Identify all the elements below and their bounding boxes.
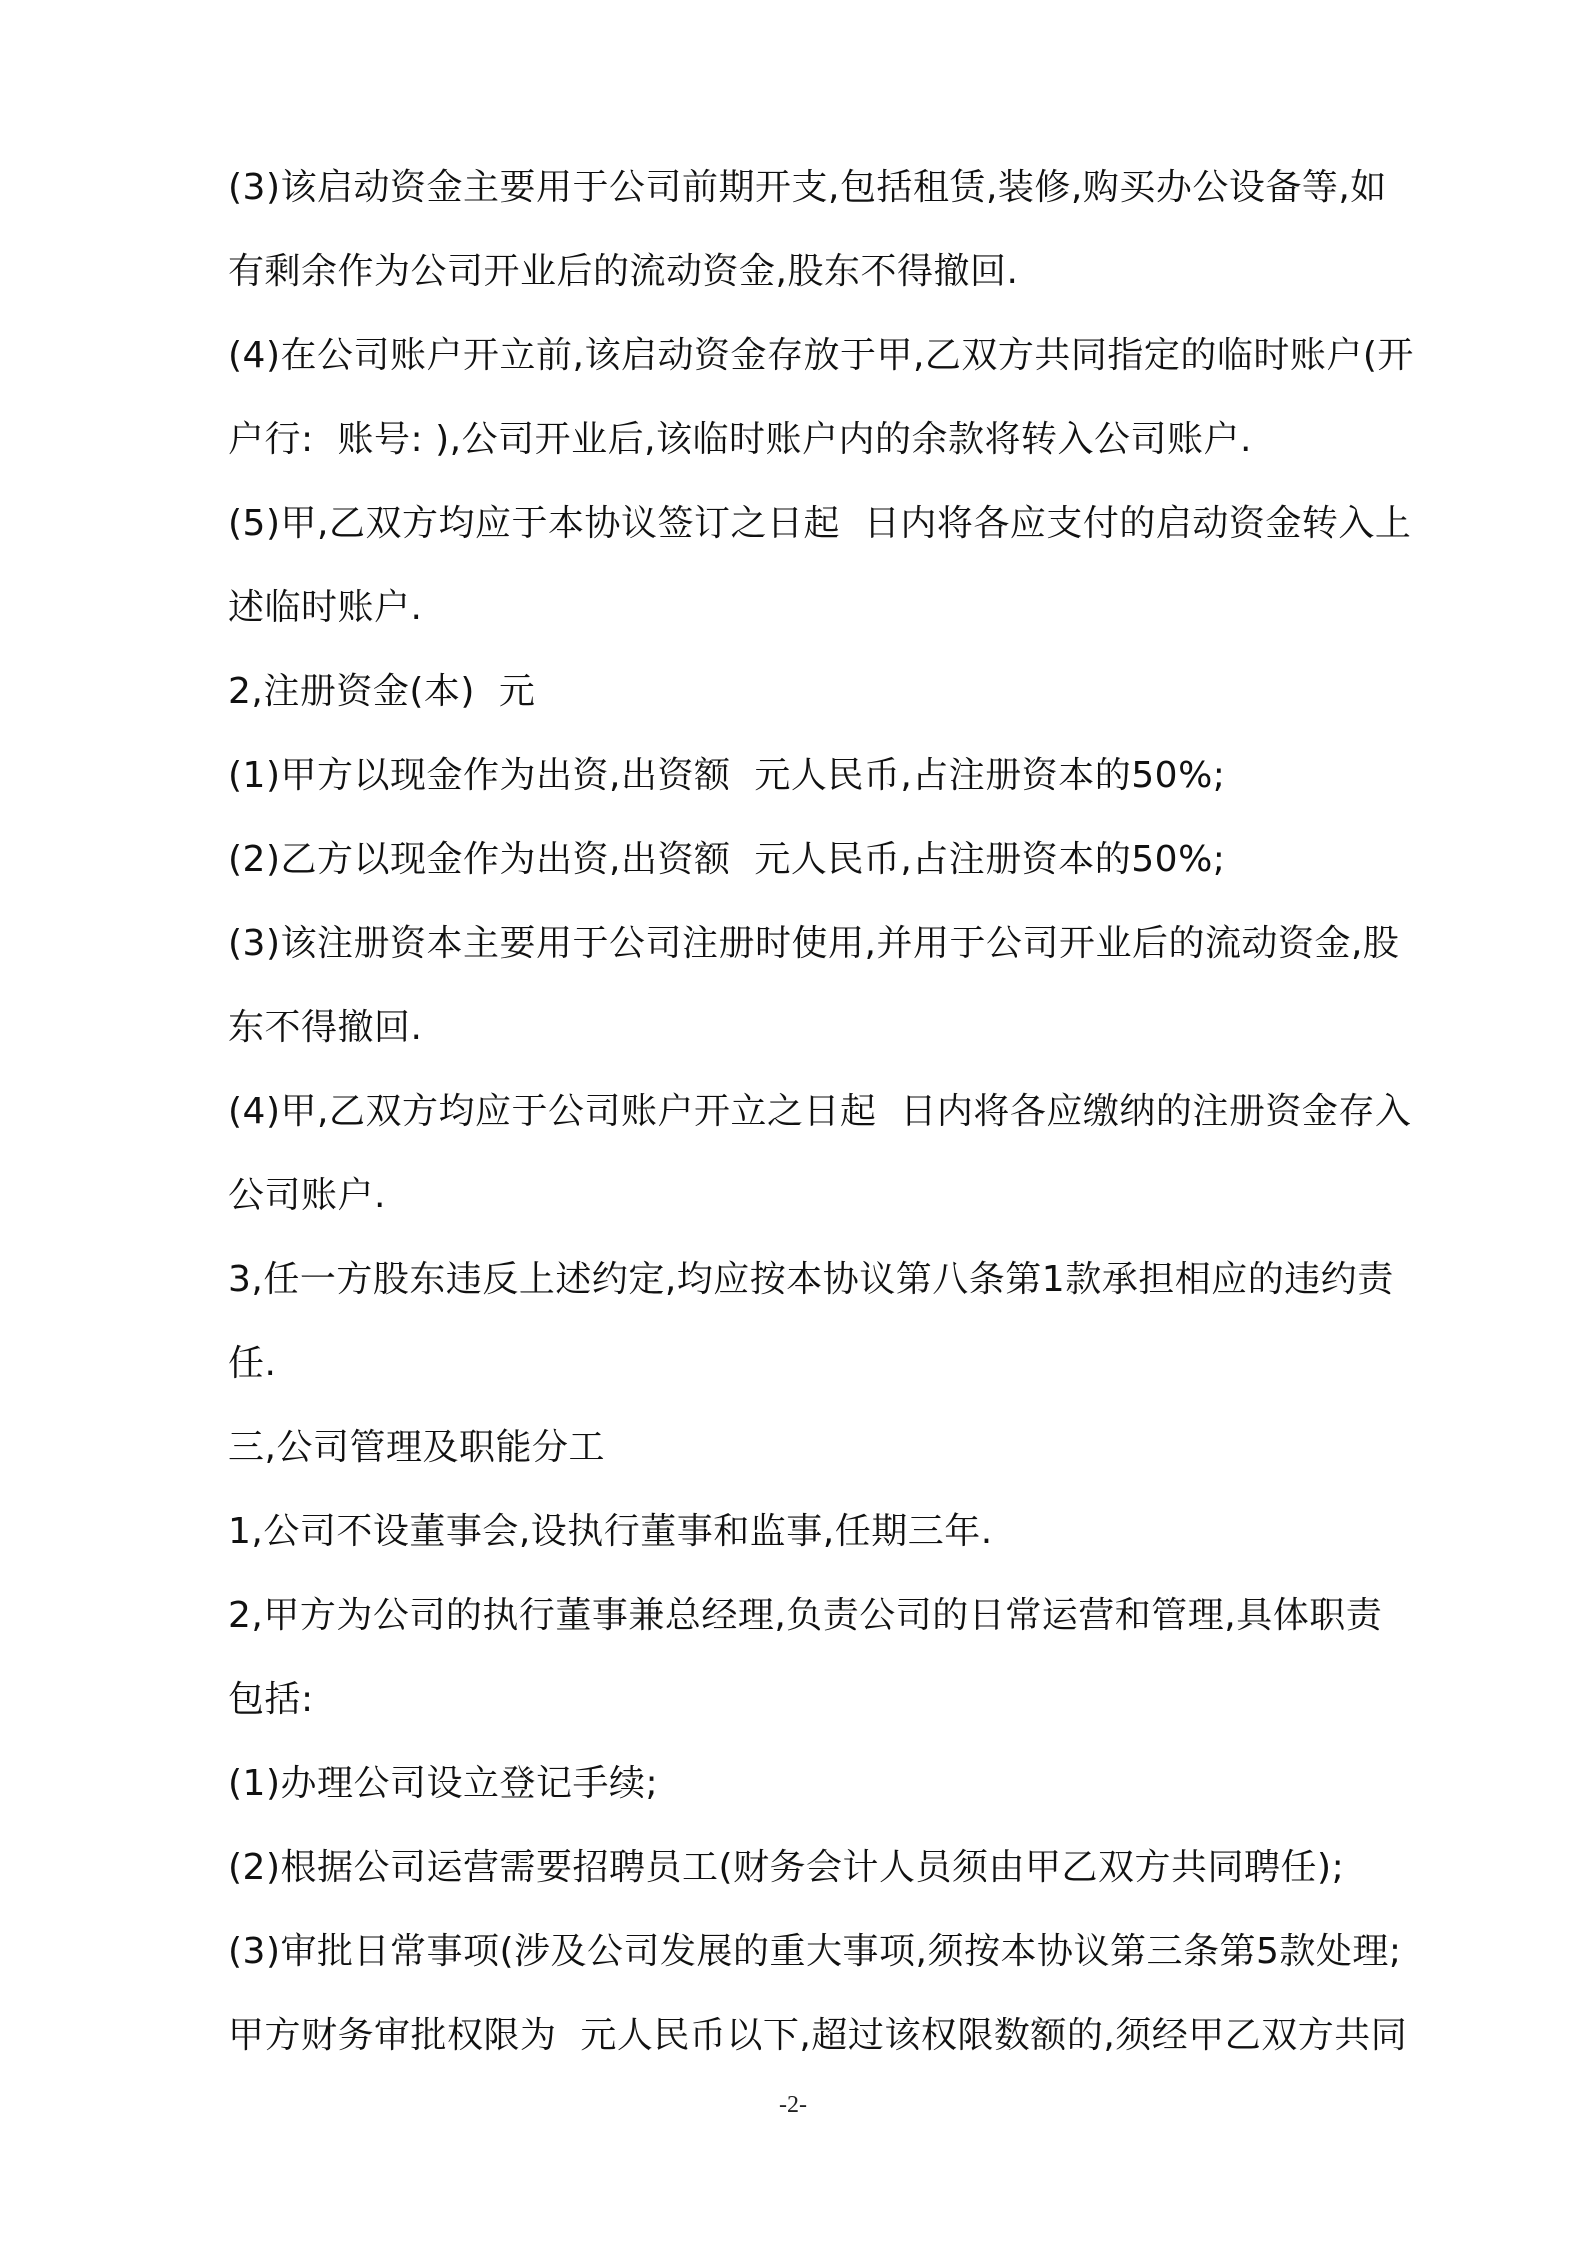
text-line: 述临时账户.	[228, 587, 423, 628]
text-line: 包括:	[228, 1679, 314, 1720]
text-line: 甲方财务审批权限为 元人民币以下,超过该权限数额的,须经甲乙双方共同	[228, 2015, 1408, 2056]
text-line: 有剩余作为公司开业后的流动资金,股东不得撤回.	[228, 251, 1019, 292]
text-line: 3,任一方股东违反上述约定,均应按本协议第八条第1款承担相应的违约责	[228, 1259, 1394, 1300]
text-line: (5)甲,乙双方均应于本协议签订之日起 日内将各应支付的启动资金转入上	[228, 503, 1412, 544]
text-line: 2,注册资金(本) 元	[228, 671, 536, 712]
text-line: (2)根据公司运营需要招聘员工(财务会计人员须由甲乙双方共同聘任);	[228, 1847, 1345, 1888]
text-line: (4)在公司账户开立前,该启动资金存放于甲,乙双方共同指定的临时账户(开	[228, 335, 1414, 376]
text-line: (2)乙方以现金作为出资,出资额 元人民币,占注册资本的50%;	[228, 839, 1226, 880]
text-line: (3)审批日常事项(涉及公司发展的重大事项,须按本协议第三条第5款处理;	[228, 1931, 1402, 1972]
text-line: (3)该注册资本主要用于公司注册时使用,并用于公司开业后的流动资金,股	[228, 923, 1400, 964]
text-line: 东不得撤回.	[228, 1007, 423, 1048]
text-line: 任.	[228, 1343, 277, 1384]
text-line: 户行: 账号: ),公司开业后,该临时账户内的余款将转入公司账户.	[228, 419, 1252, 460]
text-line: (1)办理公司设立登记手续;	[228, 1763, 659, 1804]
text-line: (1)甲方以现金作为出资,出资额 元人民币,占注册资本的50%;	[228, 755, 1226, 796]
text-line: (3)该启动资金主要用于公司前期开支,包括租赁,装修,购买办公设备等,如	[228, 167, 1387, 208]
text-line: (4)甲,乙双方均应于公司账户开立之日起 日内将各应缴纳的注册资金存入	[228, 1091, 1412, 1132]
text-line: 1,公司不设董事会,设执行董事和监事,任期三年.	[228, 1511, 993, 1552]
section-heading: 三,公司管理及职能分工	[228, 1427, 605, 1468]
text-line: 公司账户.	[228, 1175, 386, 1216]
text-line: 2,甲方为公司的执行董事兼总经理,负责公司的日常运营和管理,具体职责	[228, 1595, 1383, 1636]
document-body	[228, 158, 1428, 2090]
page-number: -2-	[779, 2092, 807, 2118]
